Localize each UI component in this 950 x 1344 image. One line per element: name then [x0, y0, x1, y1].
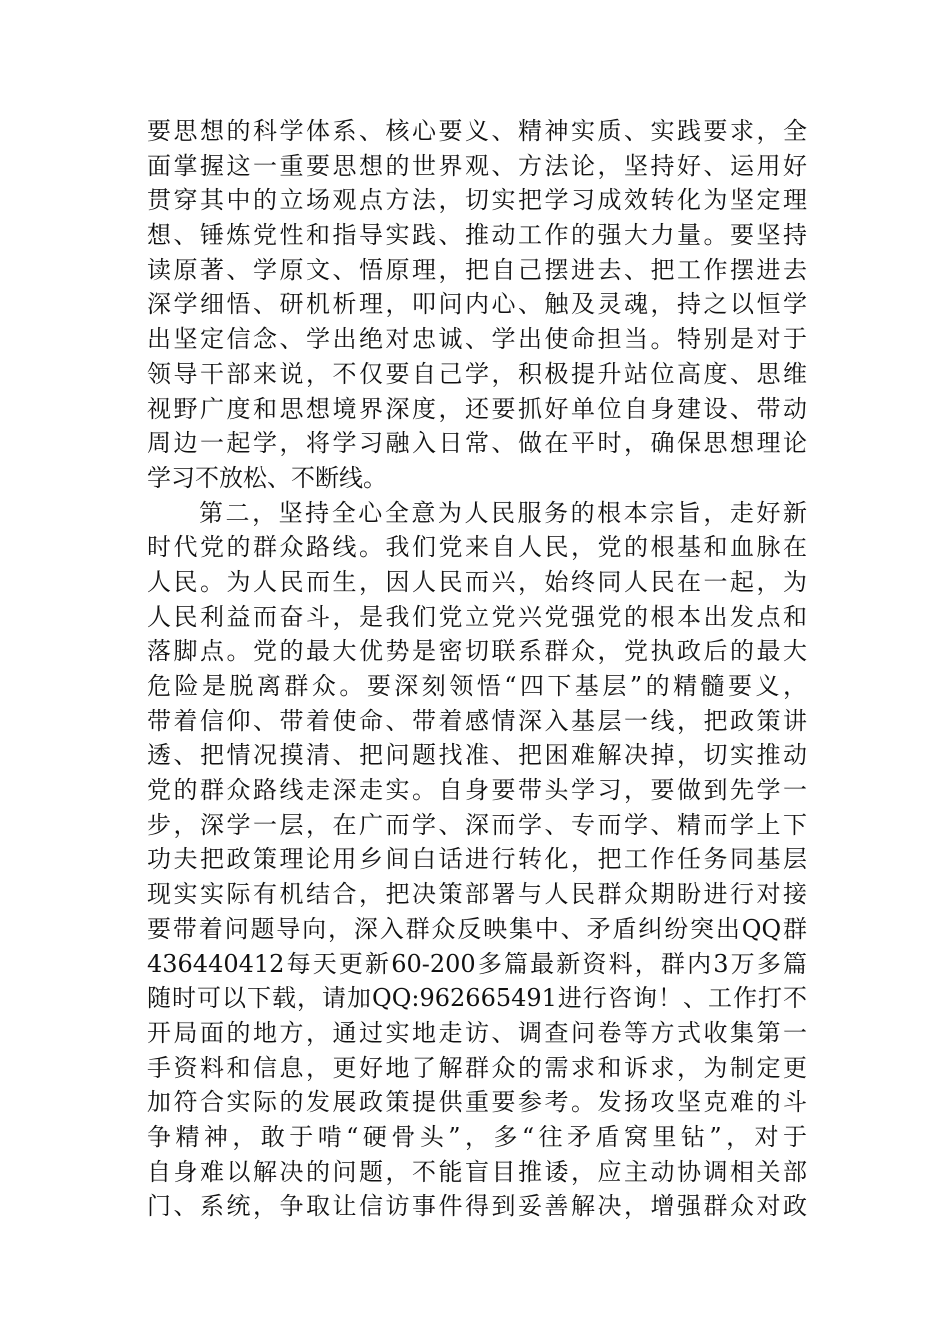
text-line: 党的群众路线走深走实。自身要带头学习，要做到先学一: [147, 776, 807, 805]
text-line: 要带着问题导向，深入群众反映集中、矛盾纠纷突出QQ群: [147, 914, 807, 943]
text-line: 周边一起学，将学习融入日常、做在平时，确保思想理论: [147, 429, 807, 458]
text-line: 深学细悟、研机析理，叩问内心、触及灵魂，持之以恒学: [147, 290, 807, 319]
paragraph-start-line: 第二，坚持全心全意为人民服务的根本宗旨，走好新: [199, 498, 807, 527]
text-line: 人民利益而奋斗，是我们党立党兴党强党的根本出发点和: [147, 602, 807, 631]
text-line: 面掌握这一重要思想的世界观、方法论，坚持好、运用好: [147, 151, 807, 180]
text-line: 436440412每天更新60-200多篇最新资料，群内3万多篇: [147, 949, 807, 978]
paragraph-end-line: 学习不放松、不断线。: [147, 463, 387, 492]
text-line: 加符合实际的发展政策提供重要参考。发扬攻坚克难的斗: [147, 1088, 807, 1117]
text-line: 落脚点。党的最大优势是密切联系群众，党执政后的最大: [147, 637, 807, 666]
text-line: 门、系统，争取让信访事件得到妥善解决，增强群众对政: [147, 1192, 807, 1221]
text-line: 步，深学一层，在广而学、深而学、专而学、精而学上下: [147, 810, 807, 839]
text-line: 现实实际有机结合，把决策部署与人民群众期盼进行对接: [147, 880, 807, 909]
text-line: 危险是脱离群众。要深刻领悟“四下基层”的精髓要义，: [147, 672, 807, 700]
text-line: 时代党的群众路线。我们党来自人民，党的根基和血脉在: [147, 533, 807, 562]
text-line: 开局面的地方，通过实地走访、调查问卷等方式收集第一: [147, 1018, 807, 1047]
body-text: [147, 114, 807, 1224]
text-line: 领导干部来说，不仅要自己学，积极提升站位高度、思维: [147, 359, 807, 388]
text-line: 想、锤炼党性和指导实践、推动工作的强大力量。要坚持: [147, 221, 807, 250]
text-line: 出坚定信念、学出绝对忠诚、学出使命担当。特别是对于: [147, 325, 807, 354]
text-line: 争精神，敢于啃“硬骨头”，多“往矛盾窝里钻”，对于: [147, 1122, 807, 1151]
text-line: 贯穿其中的立场观点方法，切实把学习成效转化为坚定理: [147, 186, 807, 215]
text-line: 功夫把政策理论用乡间白话进行转化，把工作任务同基层: [147, 845, 807, 874]
text-line: 透、把情况摸清、把问题找准、把困难解决掉，切实推动: [147, 741, 807, 770]
text-line: 自身难以解决的问题，不能盲目推诿，应主动协调相关部: [147, 1157, 807, 1186]
text-line: 视野广度和思想境界深度，还要抓好单位自身建设、带动: [147, 394, 807, 423]
text-line: 随时可以下载，请加QQ:962665491进行咨询！、工作打不: [147, 984, 807, 1013]
text-line: 人民。为人民而生，因人民而兴，始终同人民在一起，为: [147, 567, 807, 596]
text-line: 读原著、学原文、悟原理，把自己摆进去、把工作摆进去: [147, 255, 807, 284]
text-line: 带着信仰、带着使命、带着感情深入基层一线，把政策讲: [147, 706, 807, 735]
text-line: 要思想的科学体系、核心要义、精神实质、实践要求，全: [147, 117, 807, 145]
text-line: 手资料和信息，更好地了解群众的需求和诉求，为制定更: [147, 1053, 807, 1082]
